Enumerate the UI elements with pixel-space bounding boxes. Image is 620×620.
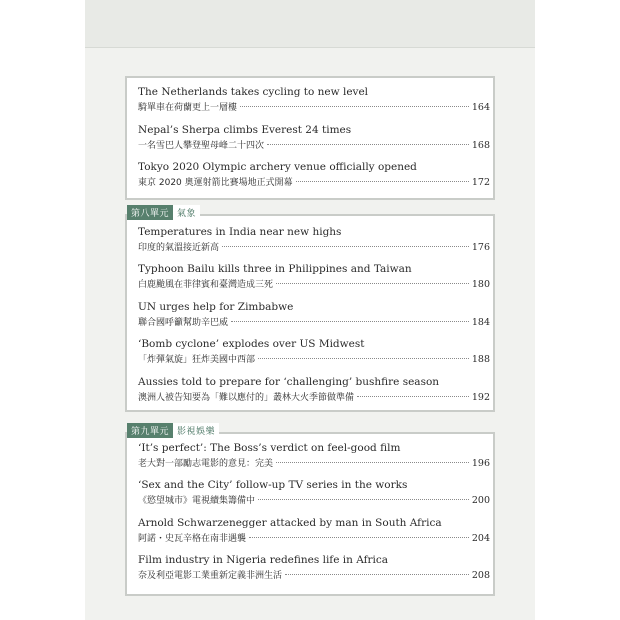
toc-entry[interactable] — [138, 479, 490, 507]
entry-title-en: ‘Bomb cyclone’ explodes over US Midwest — [138, 338, 365, 350]
entry-page-number: 176 — [471, 242, 490, 253]
unit-number: 第八單元 — [127, 205, 173, 220]
entry-title-en: Aussies told to prepare for ‘challenging’ bushfire season — [138, 376, 440, 388]
dot-leader — [276, 283, 469, 284]
dot-leader — [285, 574, 469, 575]
entry-page-number: 208 — [471, 570, 490, 581]
toc-entry[interactable] — [138, 226, 490, 254]
toc-entry[interactable] — [138, 124, 490, 152]
entry-page-number: 180 — [471, 279, 490, 290]
dot-leader — [222, 246, 469, 247]
toc-page — [85, 0, 535, 620]
entry-page-number: 172 — [471, 177, 490, 188]
entry-title-en: Tokyo 2020 Olympic archery venue officially opened — [138, 161, 417, 173]
dot-leader — [357, 396, 469, 397]
unit-number: 第九單元 — [127, 423, 173, 438]
entry-page-number: 168 — [471, 140, 490, 151]
unit-name: 氣象 — [173, 205, 200, 220]
entry-title-zh: 印度的氣溫接近新高 — [138, 243, 220, 253]
toc-entry[interactable] — [138, 376, 490, 404]
entry-title-zh: 澳洲人被告知要為「難以應付的」叢林大火季節做準備 — [138, 393, 355, 403]
toc-entry[interactable] — [138, 263, 490, 291]
entry-title-en: Film industry in Nigeria redefines life in Africa — [138, 554, 389, 566]
entry-title-zh: 《慾望城市》電視續集籌備中 — [138, 496, 256, 506]
entry-title-zh: 白鹿颱風在菲律賓和臺灣造成三死 — [138, 280, 274, 290]
entry-title-en: ‘Sex and the City’ follow-up TV series in the works — [138, 479, 408, 491]
entry-title-en: Nepal’s Sherpa climbs Everest 24 times — [138, 124, 352, 136]
entry-title-en: ‘It’s perfect’: The Boss’s verdict on feel-good film — [138, 442, 401, 454]
page-header-band — [85, 0, 535, 48]
unit-tab-8 — [127, 205, 200, 220]
entry-page-number: 204 — [471, 533, 490, 544]
dot-leader — [296, 181, 469, 182]
entry-page-number: 184 — [471, 317, 490, 328]
unit-name: 影視娛樂 — [173, 423, 219, 438]
entry-title-zh: 聯合國呼籲幫助辛巴威 — [138, 318, 229, 328]
dot-leader — [240, 106, 469, 107]
entry-page-number: 196 — [471, 458, 490, 469]
entry-title-en: UN urges help for Zimbabwe — [138, 301, 294, 313]
dot-leader — [258, 358, 469, 359]
toc-entry[interactable] — [138, 442, 490, 470]
entry-title-zh: 一名雪巴人攀登聖母峰二十四次 — [138, 141, 265, 151]
entry-page-number: 188 — [471, 354, 490, 365]
entry-title-zh: 騎單車在荷蘭更上一層樓 — [138, 103, 238, 113]
toc-entry[interactable] — [138, 86, 490, 114]
toc-entry[interactable] — [138, 301, 490, 329]
entry-title-zh: 東京 2020 奧運射箭比賽場地正式開幕 — [138, 178, 293, 188]
entry-page-number: 164 — [471, 102, 490, 113]
dot-leader — [249, 537, 469, 538]
entry-page-number: 192 — [471, 392, 490, 403]
entry-title-en: Typhoon Bailu kills three in Philippines and Taiwan — [138, 263, 412, 275]
dot-leader — [276, 462, 469, 463]
entry-title-zh: 阿諾・史瓦辛格在南非遇襲 — [138, 534, 247, 544]
entry-page-number: 200 — [471, 495, 490, 506]
entry-title-en: Temperatures in India near new highs — [138, 226, 342, 238]
entry-title-zh: 「炸彈氣旋」狂炸美國中西部 — [138, 355, 256, 365]
dot-leader — [258, 499, 469, 500]
toc-entry[interactable] — [138, 554, 490, 582]
entry-title-zh: 奈及利亞電影工業重新定義非洲生活 — [138, 571, 283, 581]
entry-title-zh: 老大對一部勵志電影的意見：完美 — [138, 459, 274, 469]
toc-entry[interactable] — [138, 517, 490, 545]
entry-title-en: Arnold Schwarzenegger attacked by man in South Africa — [138, 517, 442, 529]
dot-leader — [231, 321, 469, 322]
dot-leader — [267, 144, 469, 145]
unit-tab-9 — [127, 423, 219, 438]
entry-title-en: The Netherlands takes cycling to new level — [138, 86, 369, 98]
toc-entry[interactable] — [138, 161, 490, 189]
toc-entry[interactable] — [138, 338, 490, 366]
